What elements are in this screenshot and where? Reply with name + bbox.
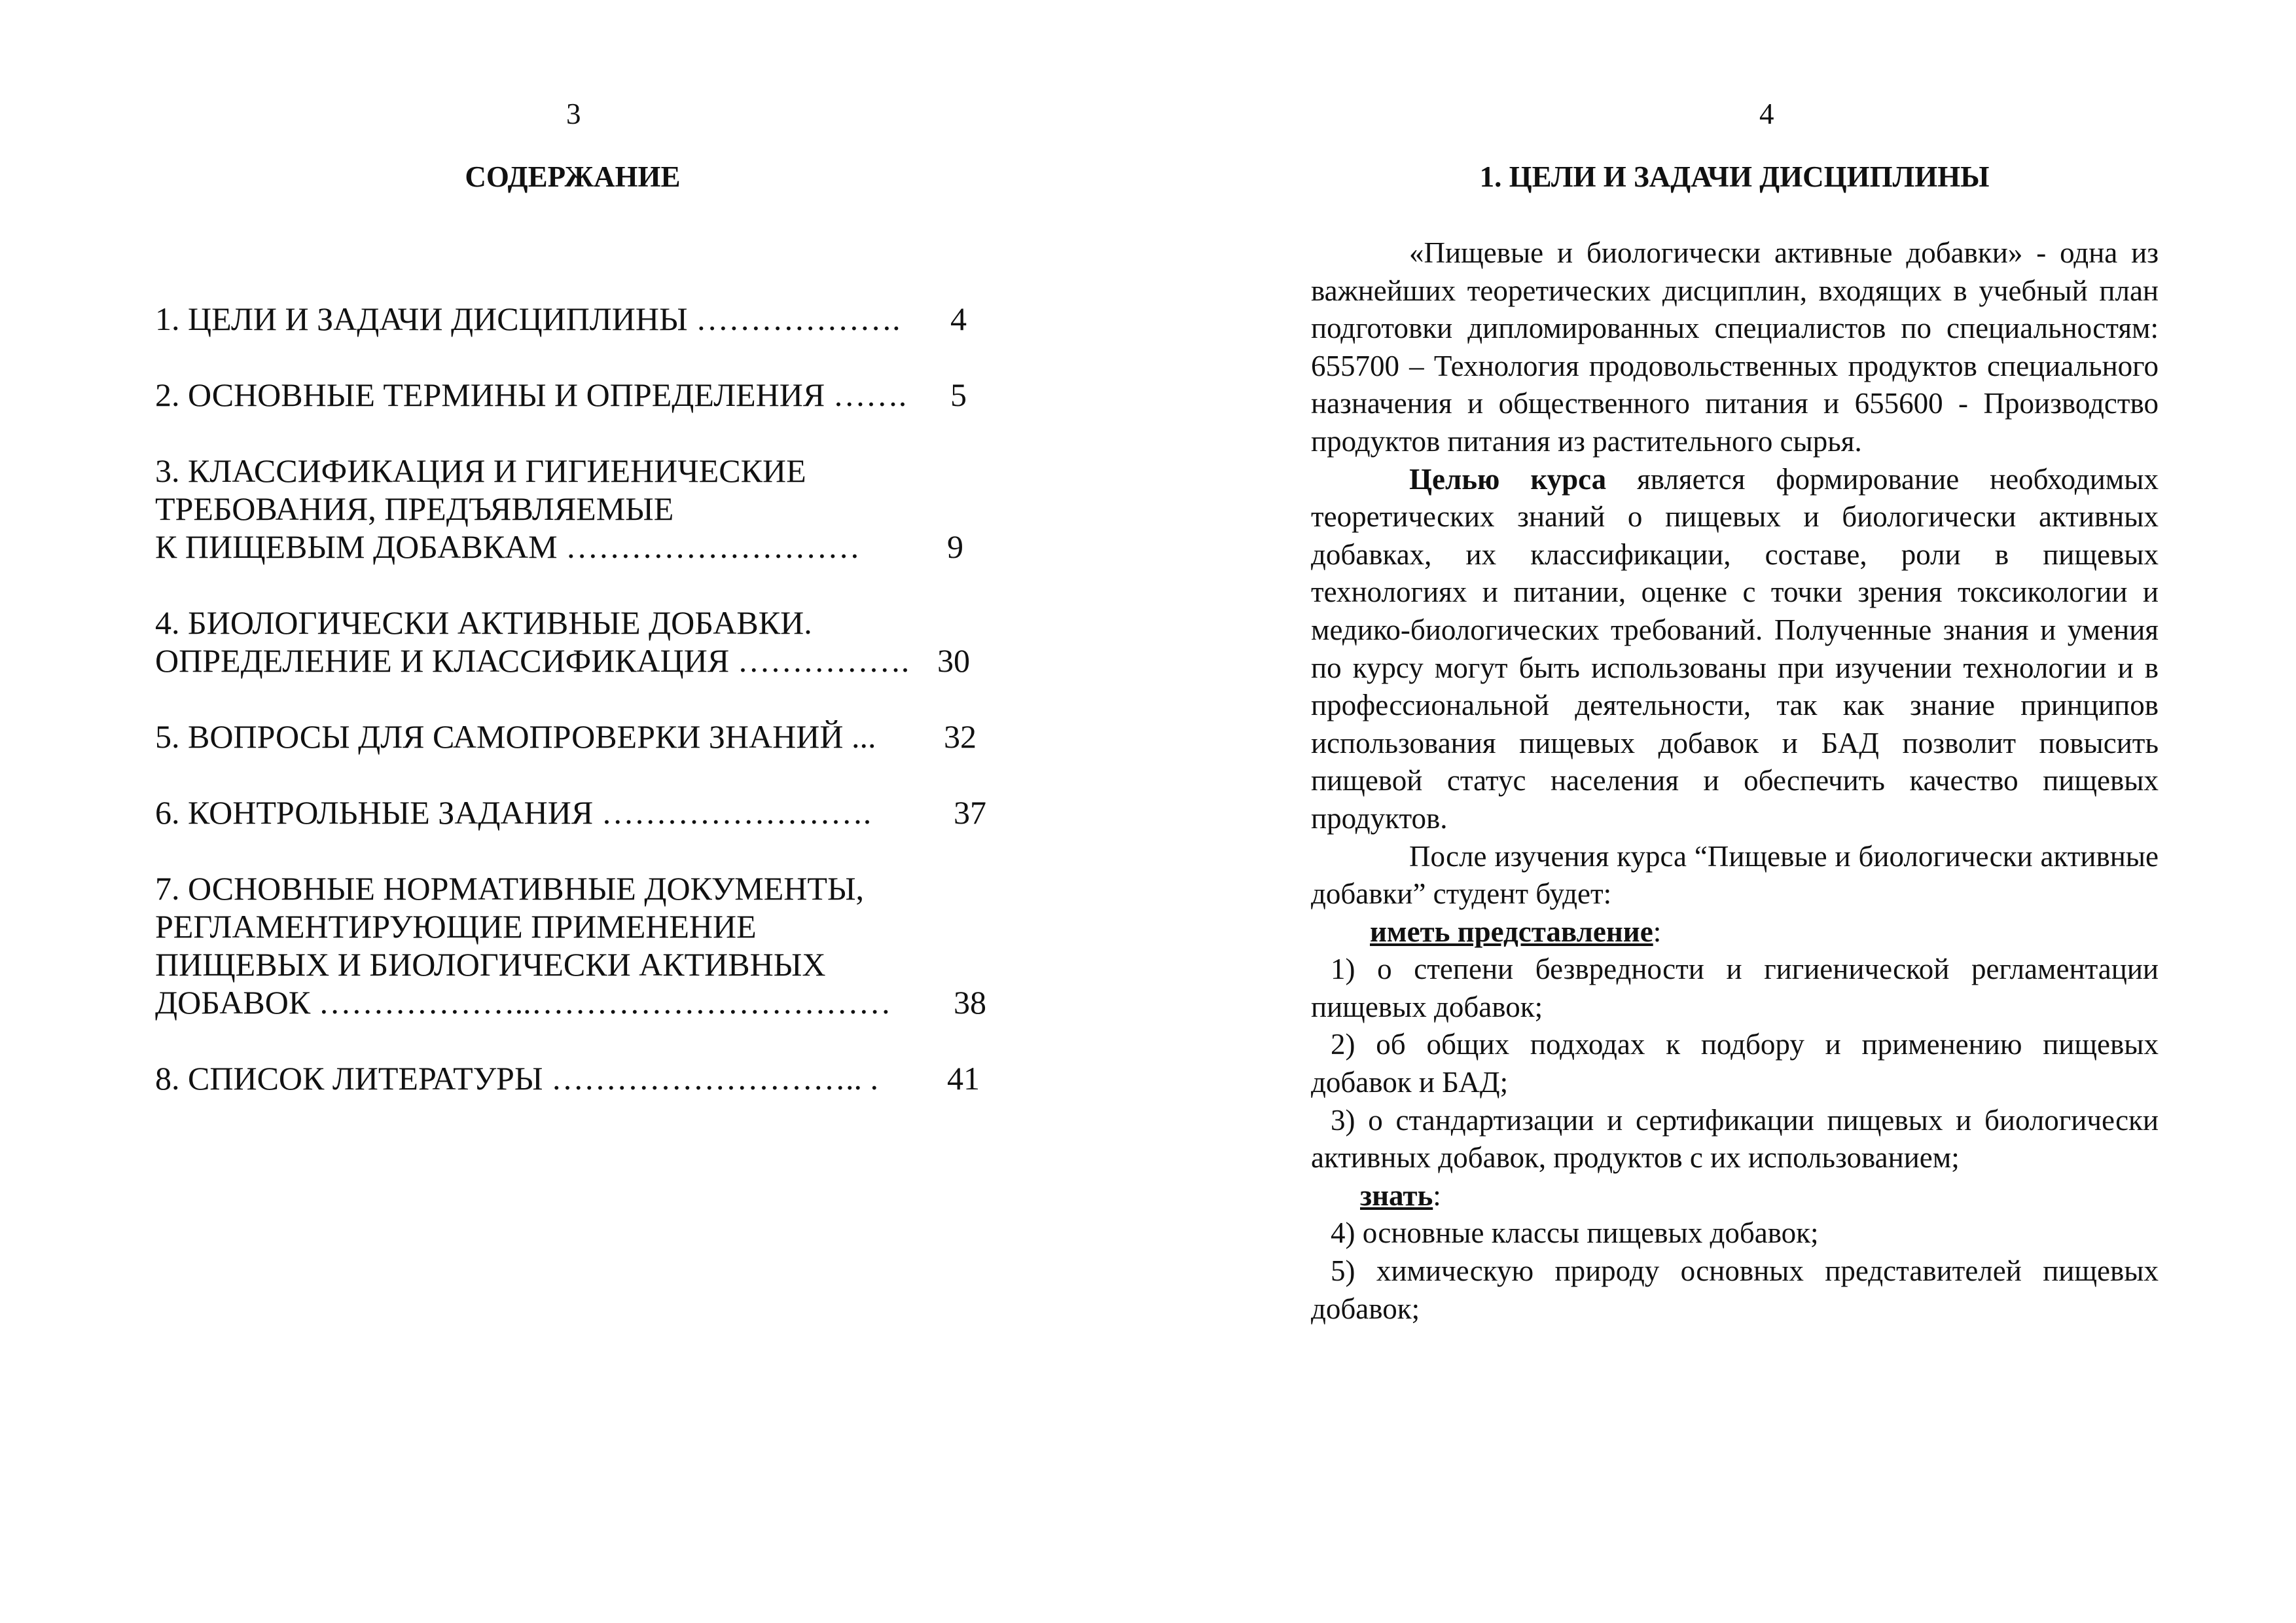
goal-term: Целью курса <box>1409 462 1607 496</box>
toc-entry-text: ТРЕБОВАНИЯ, ПРЕДЪЯВЛЯЕМЫЕ <box>155 490 674 527</box>
toc-entry-text: ПИЩЕВЫХ И БИОЛОГИЧЕСКИ АКТИВНЫХ <box>155 946 826 983</box>
toc-entry[interactable] <box>155 869 1019 1021</box>
toc-entry-text: 8. СПИСОК ЛИТЕРАТУРЫ ……………………….. . <box>155 1060 878 1097</box>
list-item: 4) основные классы пищевых добавок; <box>1331 1216 1819 1250</box>
toc-entry-text: 5. ВОПРОСЫ ДЛЯ САМОПРОВЕРКИ ЗНАНИЙ ... <box>155 718 876 755</box>
paragraph-goal <box>1311 461 2159 838</box>
table-of-contents <box>155 300 1019 1097</box>
page-number-right: 4 <box>1759 98 1774 130</box>
toc-title: СОДЕРЖАНИЕ <box>465 160 681 193</box>
toc-entry-text: 2. ОСНОВНЫЕ ТЕРМИНЫ И ОПРЕДЕЛЕНИЯ ……. <box>155 376 907 413</box>
toc-entry-text: 1. ЦЕЛИ И ЗАДАЧИ ДИСЦИПЛИНЫ ………………. <box>155 301 901 337</box>
list-item: 5) химическую природу основных представителей пищевых добавок; <box>1311 1254 2159 1325</box>
toc-entry-text: РЕГЛАМЕНТИРУЮЩИЕ ПРИМЕНЕНИЕ <box>155 908 757 945</box>
list-item: 1) о степени безвредности и гигиенической регламентации пищевых добавок; <box>1311 953 2159 1023</box>
section-body <box>1311 234 2159 1328</box>
subheading-colon: : <box>1433 1178 1441 1212</box>
toc-page-number: 32 <box>944 718 977 755</box>
subheading-representation <box>1311 913 2159 951</box>
section-title: 1. ЦЕЛИ И ЗАДАЧИ ДИСЦИПЛИНЫ <box>1479 160 1990 193</box>
toc-page-number: 5 <box>950 376 967 413</box>
toc-entry[interactable] <box>155 604 1019 680</box>
toc-entry[interactable] <box>155 718 1019 756</box>
toc-page-number: 37 <box>954 794 986 831</box>
subheading-label: иметь представление <box>1370 915 1653 948</box>
subheading-colon: : <box>1653 915 1662 948</box>
paragraph-intro: «Пищевые и биологически активные добавки» - одна из важнейших теоретических дисциплин, входящих в учебный план подготовки дипломированных специалистов по специальностям: 655700 – Технология продовольственных продуктов специального назначения и общественного питания и 655600 - Производство продуктов питания из растительного сырья. <box>1311 236 2159 458</box>
toc-entry-text: ОПРЕДЕЛЕНИЕ И КЛАССИФИКАЦИЯ ……………. <box>155 642 910 679</box>
toc-entry-text: ДОБАВОК ………………..…………………………… <box>155 984 891 1021</box>
toc-entry[interactable] <box>155 376 1019 414</box>
toc-entry[interactable] <box>155 300 1019 338</box>
toc-page-number: 4 <box>950 301 967 337</box>
toc-entry-text: 6. КОНТРОЛЬНЫЕ ЗАДАНИЯ ……………………. <box>155 794 872 831</box>
toc-entry-text: 3. КЛАССИФИКАЦИЯ И ГИГИЕНИЧЕСКИЕ <box>155 452 806 489</box>
paragraph-outcomes: После изучения курса “Пищевые и биологически активные добавки” студент будет: <box>1311 839 2159 911</box>
toc-entry-text: К ПИЩЕВЫМ ДОБАВКАМ ……………………… <box>155 528 861 565</box>
toc-page-number: 9 <box>947 528 963 565</box>
toc-page-number: 41 <box>947 1060 980 1097</box>
toc-page-number: 38 <box>954 984 986 1021</box>
toc-entry-text: 7. ОСНОВНЫЕ НОРМАТИВНЫЕ ДОКУМЕНТЫ, <box>155 870 865 907</box>
goal-text: является формирование необходимых теоретических знаний о пищевых и биологически активных добавках, их классификации, составе, роли в пищевых технологиях и питании, оценке с точки зрения токсикологии и медико-биологических требований. Полученные знания и умения по курсу могут быть использованы при изучении технологии и в профессиональной деятельности, так как знание принципов использования пищевых добавок и БАД позволит повысить пищевой статус населения и обеспечить качество пищевых продуктов. <box>1311 462 2159 835</box>
toc-entry[interactable] <box>155 793 1019 831</box>
toc-entry[interactable] <box>155 452 1019 566</box>
toc-entry[interactable] <box>155 1059 1019 1097</box>
toc-page-number: 30 <box>937 642 970 679</box>
subheading-knowledge <box>1311 1177 2159 1215</box>
list-item: 2) об общих подходах к подбору и применению пищевых добавок и БАД; <box>1311 1028 2159 1099</box>
toc-entry-text: 4. БИОЛОГИЧЕСКИ АКТИВНЫЕ ДОБАВКИ. <box>155 604 812 641</box>
subheading-label: знать <box>1360 1178 1433 1212</box>
page-number-left: 3 <box>566 98 581 130</box>
list-item: 3) о стандартизации и сертификации пищевых и биологически активных добавок, продуктов с их использованием; <box>1311 1103 2159 1175</box>
